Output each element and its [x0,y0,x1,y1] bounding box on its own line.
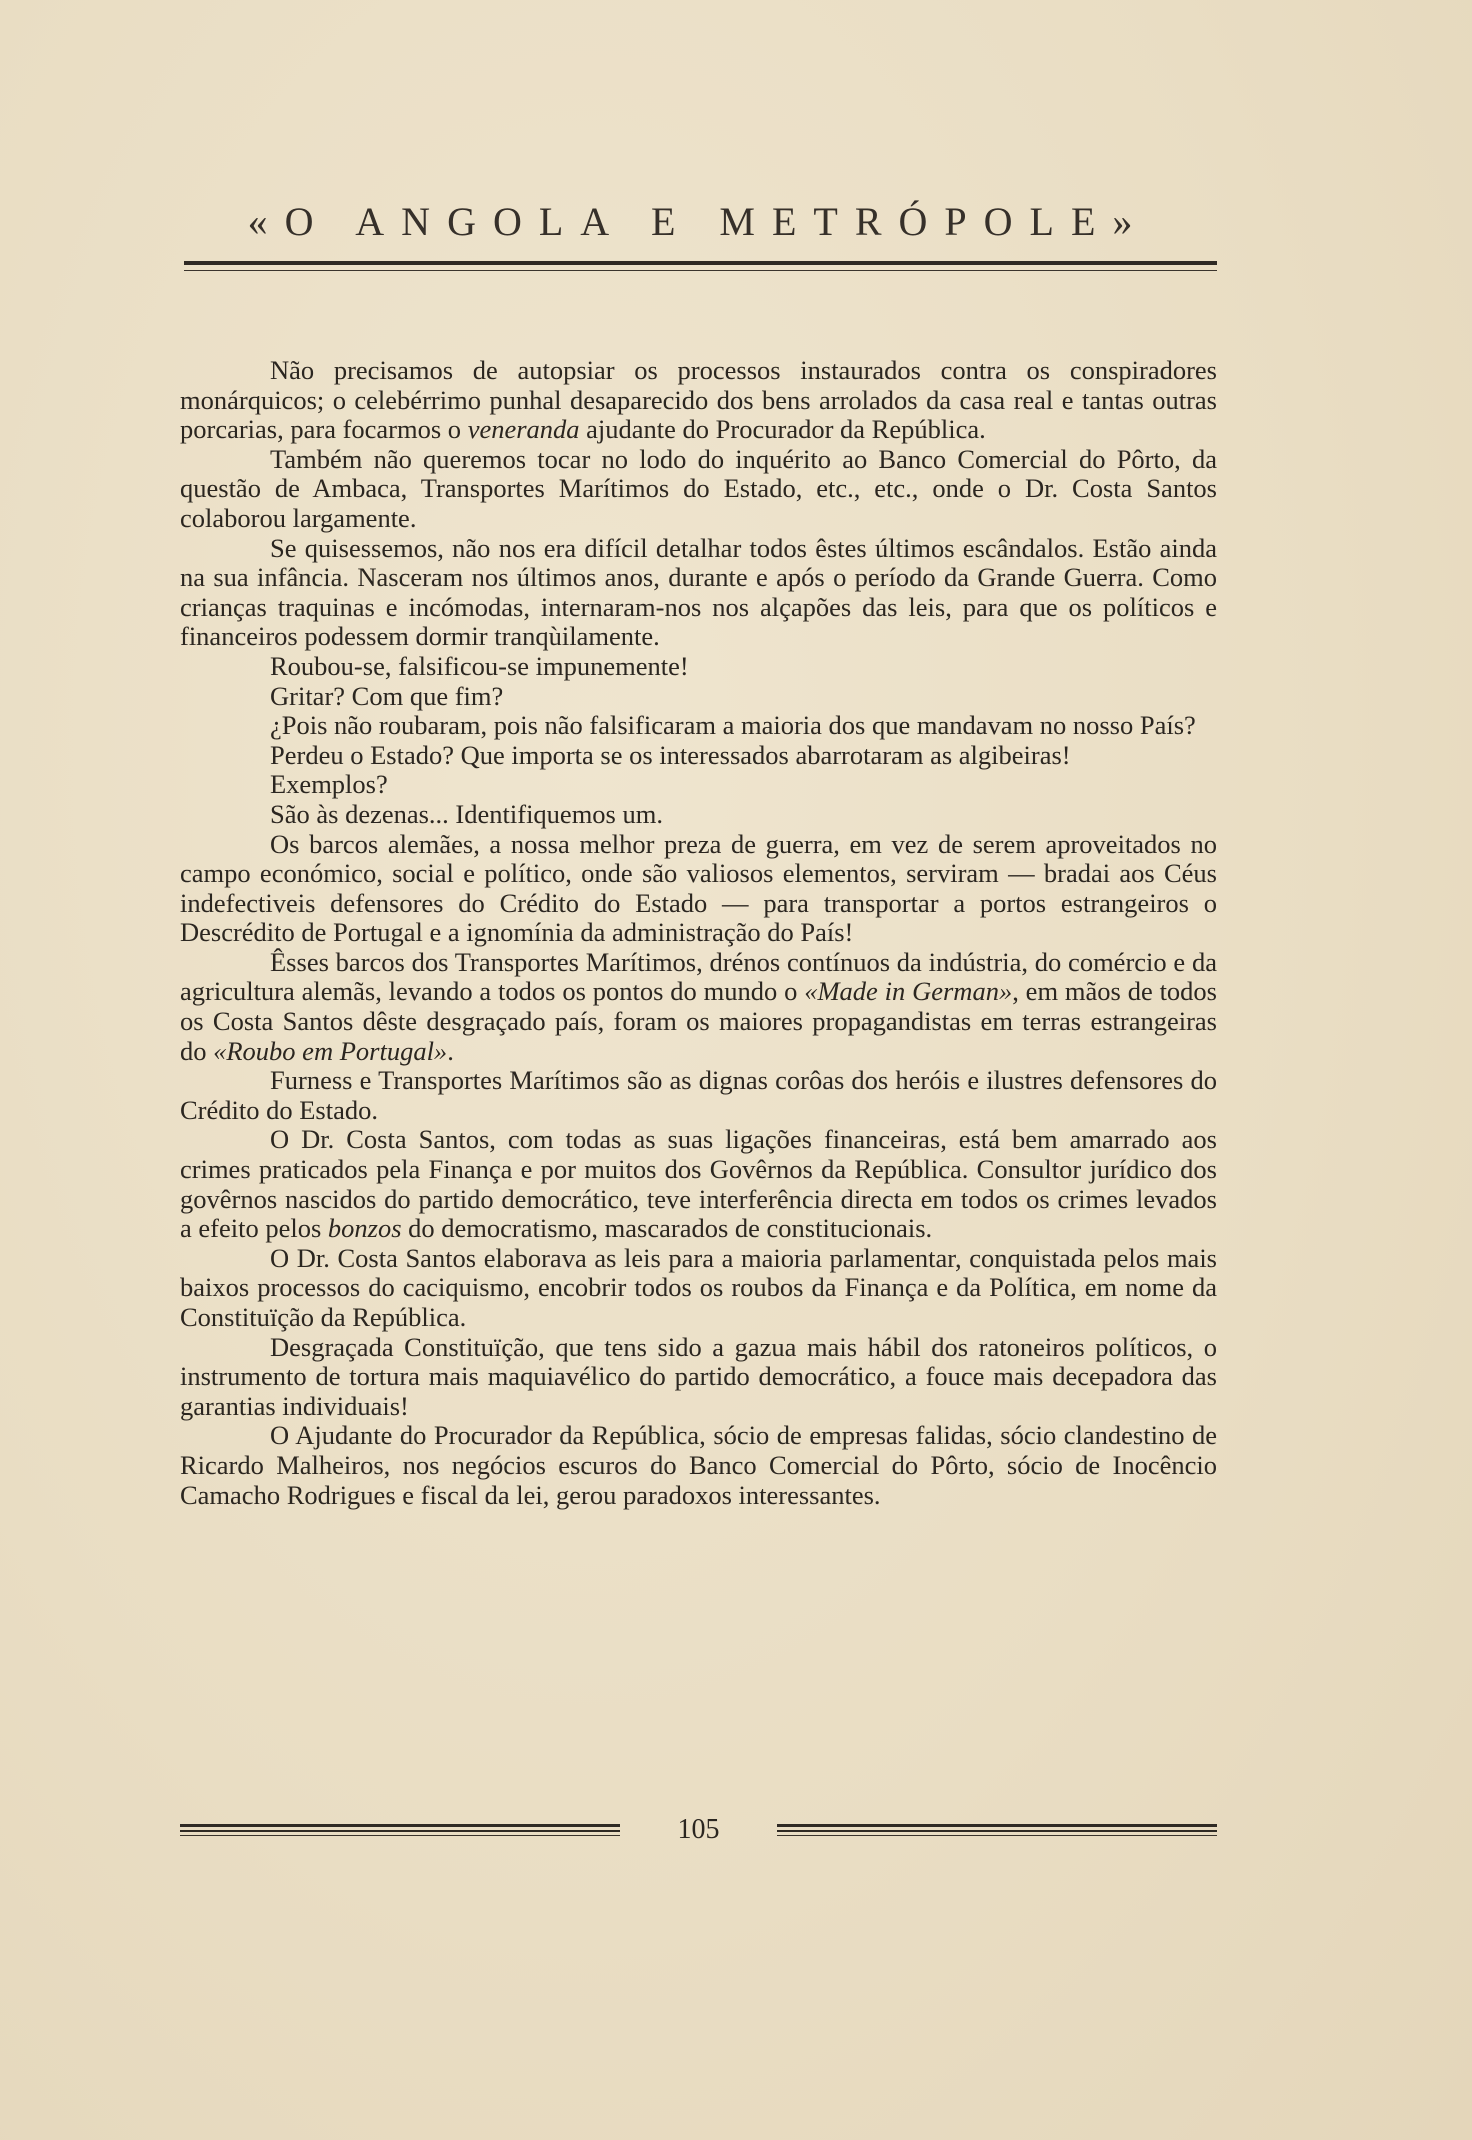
paragraph-2: Também não queremos tocar no lodo do inquérito ao Banco Comercial do Pôrto, da questão de Ambaca, Transportes Marítimos do Estado, etc., etc., onde o Dr. Costa Santos colaborou largamente. [180,443,1217,533]
text-run: Não precisamos de autopsiar os processos instaurados contra os conspiradores monárquicos; o celebérrimo punhal desaparecido dos bens arrolados da casa real e tantas outras porcarias, para focarmos o [180,355,1217,445]
running-header: «O ANGOLA E METRÓPOLE» [247,199,1150,244]
paragraph-15: Desgraçada Constituïção, que tens sido a gazua mais hábil dos ratoneiros políticos, o instrumento de tortura mais maquiavélico do partido democrático, a fouce mais decepadora das garantias individuais! [180,1331,1217,1421]
paragraph-13 [180,1125,1217,1243]
paragraph-11 [180,948,1217,1066]
paragraph-1 [180,356,1217,445]
italic-run: veneranda [467,414,580,445]
text-run: , em mãos de todos os Costa Santos dêste desgraçado país, foram os maiores propagandistas em terras estrangeiras do [180,976,1217,1066]
paragraph-6: ¿Pois não roubaram, pois não falsificaram a maioria dos que mandavam no nosso País? [270,710,1196,741]
header-rule-thin [184,270,1217,271]
page-number: 105 [677,1814,720,1845]
text-run: ajudante do Procurador da República. [586,414,986,445]
paragraph-10: Os barcos alemães, a nossa melhor preza de guerra, em vez de serem aproveitados no campo económico, social e político, onde são valiosos elementos, serviram — bradai aos Céus indefectiveis defensores do Crédito do Estado — para transportar a portos estrangeiros o Descrédito de Portugal e a ignomínia da administração do País! [180,828,1217,948]
italic-run: «Roubo em Portugal» [213,1035,448,1066]
header-rule-thick [184,261,1217,265]
text-run: do democratismo, mascarados de constitucionais. [408,1213,933,1244]
text-run: Êsses barcos dos Transportes Marítimos, drénos contínuos da indústria, do comércio e da agricultura alemãs, levando a todos os pontos do mundo o [180,946,1217,1007]
footer-rule-right [777,1824,1217,1836]
paragraph-4: Roubou-se, falsificou-se impunemente! [270,650,689,681]
paragraph-16: O Ajudante do Procurador da República, sócio de empresas falidas, sócio clandestino de Ricardo Malheiros, nos negócios escuros do Banco Comercial do Pôrto, sócio de Inocêncio Camacho Rodrigues e fiscal da lei, gerou paradoxos interessantes. [180,1420,1217,1510]
text-run: O Dr. Costa Santos, com todas as suas ligações financeiras, está bem amarrado aos crimes praticados pela Finança e por muitos dos Govêrnos da República. Consultor jurídico dos govêrnos nascidos do partido democrático, teve interferência directa em todos os crimes levados a efeito pelos [180,1124,1217,1244]
page-footer [180,1814,1217,1854]
paragraph-8: Exemplos? [270,769,388,800]
paragraph-12: Furness e Transportes Marítimos são as dignas corôas dos heróis e ilustres defensores do Crédito do Estado. [180,1065,1217,1125]
paragraph-7: Perdeu o Estado? Que importa se os interessados abarrotaram as algibeiras! [270,739,1071,770]
paragraph-5: Gritar? Com que fim? [270,680,504,711]
body-text [180,356,1217,1510]
paragraph-14: O Dr. Costa Santos elaborava as leis para a maioria parlamentar, conquistada pelos mais baixos processos do caciquismo, encobrir todos os roubos da Finança e da Política, em nome da Constituïção da República. [180,1242,1217,1332]
italic-run: bonzos [327,1213,402,1244]
italic-run: «Made in German» [804,976,1013,1007]
paragraph-9: São às dezenas... Identifiquemos um. [270,798,663,829]
text-run: . [447,1035,454,1066]
paragraph-3: Se quisessemos, não nos era difícil detalhar todos êstes últimos escândalos. Estão ainda na sua infância. Nasceram nos últimos anos, durante e após o período da Grande Guerra. Como crianças traquinas e incómodas, internaram-nos nos alçapões das leis, para que os políticos e financeiros podessem dormir tranqùilamente. [180,532,1217,652]
